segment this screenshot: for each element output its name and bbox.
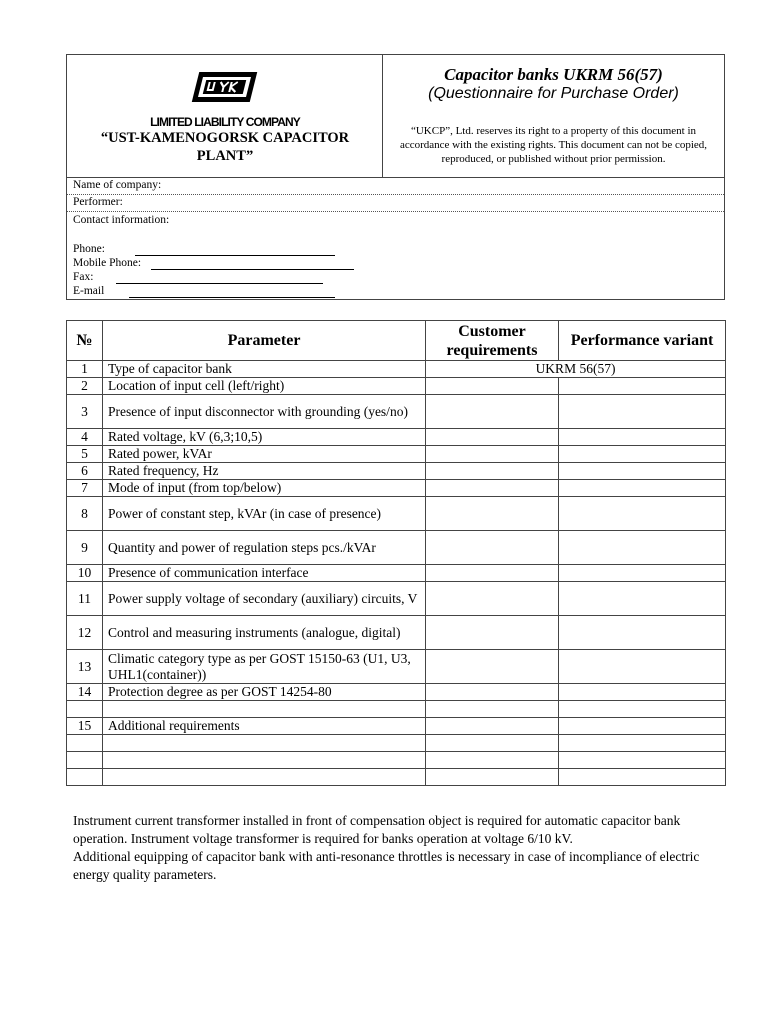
performer-label: Performer: xyxy=(73,196,123,208)
table-row xyxy=(67,701,726,718)
row-parameter: Mode of input (from top/below) xyxy=(103,480,426,497)
row-number: 6 xyxy=(67,463,103,480)
table-row xyxy=(67,650,726,684)
customer-input-cell[interactable] xyxy=(426,752,559,769)
row-number: 10 xyxy=(67,565,103,582)
row-parameter xyxy=(103,752,426,769)
company-logo xyxy=(188,69,260,105)
row-parameter: Additional requirements xyxy=(103,718,426,735)
customer-input-cell[interactable] xyxy=(426,616,559,650)
table-row xyxy=(67,735,726,752)
variant-input-cell[interactable] xyxy=(559,531,726,565)
variant-input-cell[interactable] xyxy=(559,616,726,650)
table-row xyxy=(67,480,726,497)
title-block xyxy=(383,55,724,177)
row-parameter: Control and measuring instruments (analogue, digital) xyxy=(103,616,426,650)
fax-label: Fax: xyxy=(73,271,94,283)
table-row xyxy=(67,616,726,650)
rights-notice: “UKCP”, Ltd. reserves its right to a property of this document in accordance with the existing rights. This document can not be copied, reproduced, or published without prior permission. xyxy=(399,125,708,165)
row-parameter: Type of capacitor bank xyxy=(103,361,426,378)
table-row xyxy=(67,361,726,378)
row-number: 15 xyxy=(67,718,103,735)
footer-note-transformers: Instrument current transformer installed in front of compensation object is required for automatic capacitor bank operation. Instrument voltage transformer is required for banks operation at voltage 6/10 kV. xyxy=(73,813,681,846)
column-number-header: № xyxy=(67,321,103,361)
footer-notes xyxy=(73,812,738,884)
customer-input-cell[interactable] xyxy=(426,497,559,531)
row-parameter xyxy=(103,769,426,786)
row-parameter xyxy=(103,735,426,752)
customer-input-cell[interactable] xyxy=(426,735,559,752)
row-number: 5 xyxy=(67,446,103,463)
variant-input-cell[interactable] xyxy=(559,650,726,684)
variant-input-cell[interactable] xyxy=(559,429,726,446)
table-row xyxy=(67,769,726,786)
email-field[interactable] xyxy=(129,297,335,298)
variant-input-cell[interactable] xyxy=(559,497,726,531)
table-row xyxy=(67,684,726,701)
company-name-label: Name of company: xyxy=(73,179,162,191)
row-parameter: Location of input cell (left/right) xyxy=(103,378,426,395)
table-header-row xyxy=(67,321,726,361)
table-row xyxy=(67,429,726,446)
table-row xyxy=(67,463,726,480)
variant-input-cell[interactable] xyxy=(559,769,726,786)
variant-input-cell[interactable] xyxy=(559,378,726,395)
row-number: 2 xyxy=(67,378,103,395)
row-number: 4 xyxy=(67,429,103,446)
table-row xyxy=(67,565,726,582)
column-variant-header: Performance variant xyxy=(559,321,726,361)
row-number: 14 xyxy=(67,684,103,701)
phone-field[interactable] xyxy=(135,255,335,256)
row-number xyxy=(67,752,103,769)
document-title: Capacitor banks UKRM 56(57) xyxy=(444,65,663,84)
row-parameter: Presence of communication interface xyxy=(103,565,426,582)
variant-input-cell[interactable] xyxy=(559,752,726,769)
header-box xyxy=(66,54,725,300)
variant-input-cell[interactable] xyxy=(559,684,726,701)
row-value: UKRM 56(57) xyxy=(426,361,726,378)
row-parameter: Rated frequency, Hz xyxy=(103,463,426,480)
customer-input-cell[interactable] xyxy=(426,463,559,480)
contact-information-label: Contact information: xyxy=(73,214,170,226)
variant-input-cell[interactable] xyxy=(559,718,726,735)
phone-label: Phone: xyxy=(73,243,105,255)
row-number: 3 xyxy=(67,395,103,429)
row-number: 7 xyxy=(67,480,103,497)
footer-note-throttles: Additional equipping of capacitor bank with anti-resonance throttles is necessary in case of incompliance of electric energy quality parameters. xyxy=(73,849,700,882)
table-row xyxy=(67,378,726,395)
company-name: “UST-KAMENOGORSK CAPACITOR PLANT” xyxy=(100,130,350,164)
customer-input-cell[interactable] xyxy=(426,684,559,701)
customer-input-cell[interactable] xyxy=(426,565,559,582)
email-label: E-mail xyxy=(73,285,105,297)
customer-input-cell[interactable] xyxy=(426,429,559,446)
company-type: LIMITED LIABILITY COMPANY xyxy=(150,115,300,129)
table-row xyxy=(67,531,726,565)
customer-input-cell[interactable] xyxy=(426,480,559,497)
table-row xyxy=(67,395,726,429)
row-parameter: Presence of input disconnector with grounding (yes/no) xyxy=(103,395,426,429)
row-number: 9 xyxy=(67,531,103,565)
divider xyxy=(67,211,724,212)
row-number xyxy=(67,701,103,718)
table-row xyxy=(67,497,726,531)
customer-input-cell[interactable] xyxy=(426,701,559,718)
fax-field[interactable] xyxy=(116,283,323,284)
variant-input-cell[interactable] xyxy=(559,582,726,616)
column-customer-header: Customer requirements xyxy=(426,321,559,361)
row-parameter: Protection degree as per GOST 14254-80 xyxy=(103,684,426,701)
row-number: 11 xyxy=(67,582,103,616)
row-number: 8 xyxy=(67,497,103,531)
variant-input-cell[interactable] xyxy=(559,446,726,463)
row-number: 1 xyxy=(67,361,103,378)
customer-input-cell[interactable] xyxy=(426,446,559,463)
customer-input-cell[interactable] xyxy=(426,531,559,565)
mobile-phone-field[interactable] xyxy=(151,269,354,270)
variant-input-cell[interactable] xyxy=(559,701,726,718)
row-parameter: Rated power, kVAr xyxy=(103,446,426,463)
customer-input-cell[interactable] xyxy=(426,718,559,735)
row-parameter: Power supply voltage of secondary (auxiliary) circuits, V xyxy=(103,582,426,616)
mobile-phone-label: Mobile Phone: xyxy=(73,257,142,269)
row-parameter: Quantity and power of regulation steps pcs./kVAr xyxy=(103,531,426,565)
variant-input-cell[interactable] xyxy=(559,565,726,582)
customer-input-cell[interactable] xyxy=(426,582,559,616)
row-parameter xyxy=(103,701,426,718)
parameters-table xyxy=(66,320,726,786)
row-number xyxy=(67,769,103,786)
customer-input-cell[interactable] xyxy=(426,769,559,786)
row-number: 12 xyxy=(67,616,103,650)
divider xyxy=(67,177,724,178)
variant-input-cell[interactable] xyxy=(559,395,726,429)
row-parameter: Climatic category type as per GOST 15150-63 (U1, U3, UHL1(container)) xyxy=(103,650,426,684)
company-block xyxy=(67,55,383,177)
table-row xyxy=(67,752,726,769)
variant-input-cell[interactable] xyxy=(559,480,726,497)
column-parameter-header: Parameter xyxy=(103,321,426,361)
row-parameter: Rated voltage, kV (6,3;10,5) xyxy=(103,429,426,446)
row-number xyxy=(67,735,103,752)
row-parameter: Power of constant step, kVAr (in case of presence) xyxy=(103,497,426,531)
document-subtitle: (Questionnaire for Purchase Order) xyxy=(428,85,679,102)
table-row xyxy=(67,718,726,735)
customer-input-cell[interactable] xyxy=(426,395,559,429)
customer-input-cell[interactable] xyxy=(426,650,559,684)
row-number: 13 xyxy=(67,650,103,684)
variant-input-cell[interactable] xyxy=(559,463,726,480)
divider xyxy=(67,194,724,195)
table-row xyxy=(67,582,726,616)
customer-input-cell[interactable] xyxy=(426,378,559,395)
variant-input-cell[interactable] xyxy=(559,735,726,752)
table-row xyxy=(67,446,726,463)
